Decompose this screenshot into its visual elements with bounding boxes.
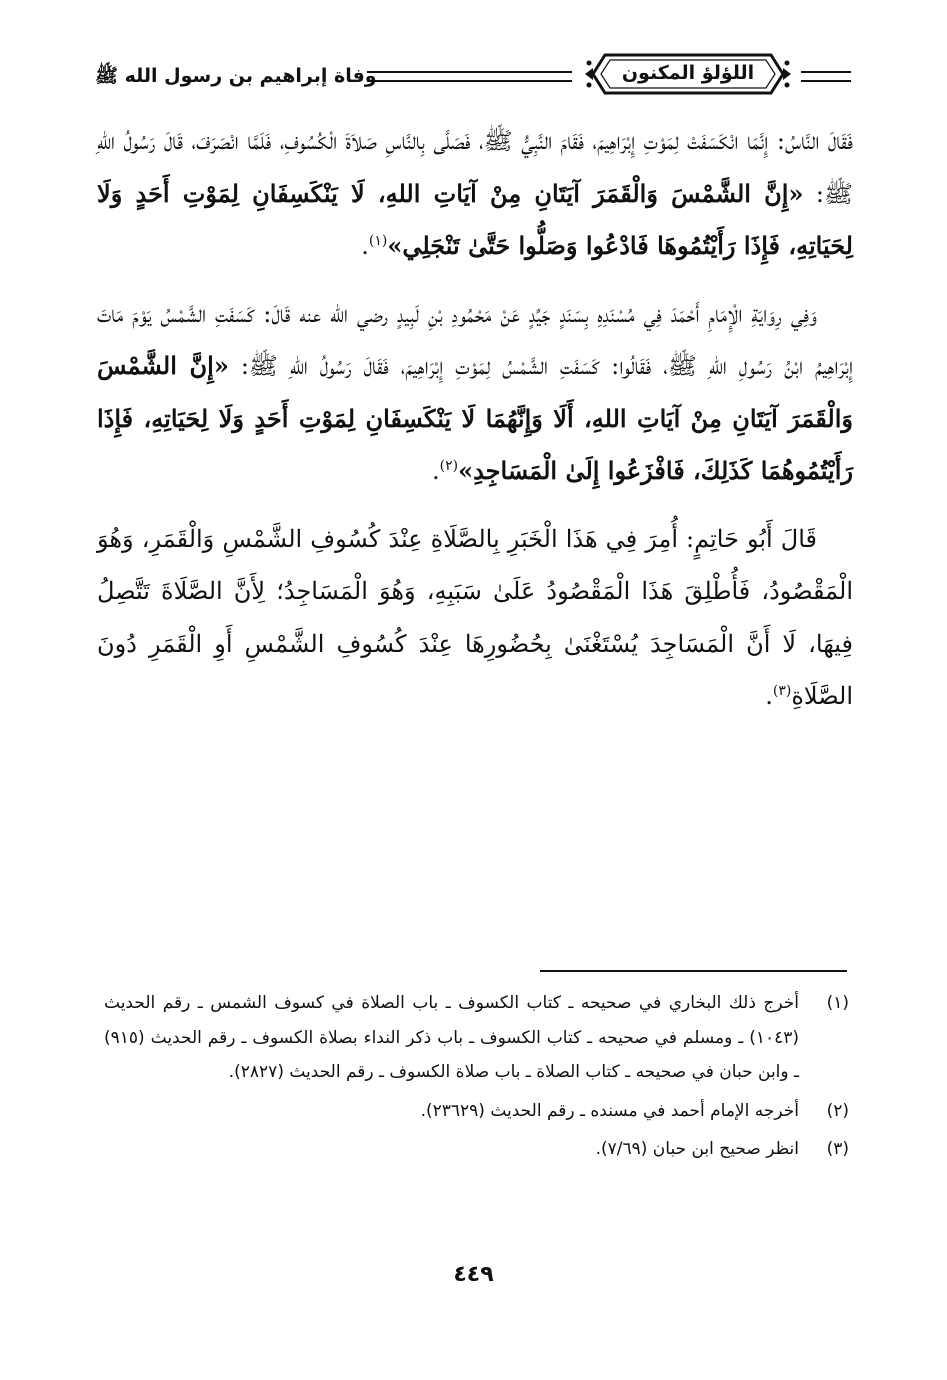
- footnote-number: (١): [826, 993, 849, 1013]
- book-title: اللؤلؤ المكنون: [621, 62, 755, 84]
- page-number: ٤٤٩: [453, 1262, 494, 1287]
- footnote-separator: [540, 970, 847, 972]
- paragraph-text: قَالَ أَبُو حَاتِمٍ: أُمِرَ فِي هَذَا الْخَبَرِ بِالصَّلَاةِ عِنْدَ كُسُوفِ الشَّمْسِ وَالْقَمَرِ، وَهُوَ الْمَقْصُودُ، فَأُطْلِقَ هَذَا الْمَقْصُودُ عَلَىٰ سَبَبِهِ، وَهُوَ الْمَسَاجِدُ؛ لِأَنَّ الصَّلَاةَ تَتَّصِلُ فِيهَا، لَا أَنَّ الْمَسَاجِدَ يُسْتَغْنَىٰ بِحُضُورِهَا عِنْدَ كُسُوفِ الشَّمْسِ أَوِ الْقَمَرِ دُونَ الصَّلَاةِ: [97, 524, 854, 710]
- paragraph-text: فَقَالَ النَّاسُ: إِنَّمَا انْكَسَفَتْ لِمَوْتِ إِبْرَاهِيمَ، فَقَامَ النَّبِيُّ ﷺ، فَصَلَّى بِالنَّاسِ صَلاَةَ الْكُسُوفِ، فَلَمَّا انْصَرَفَ، قَالَ رَسُولُ اللهِ ﷺ:: [97, 127, 853, 208]
- footnote-item: [104, 986, 849, 1090]
- hadith-quote: «إِنَّ الشَّمْسَ وَالْقَمَرَ آيَتَانِ مِنْ آيَاتِ اللهِ، لَا يَنْكَسِفَانِ لِمَوْتِ أَحَدٍ وَلَا لِحَيَاتِهِ، فَإِذَا رَأَيْتُمُوهَا فَادْعُوا وَصَلُّوا حَتَّىٰ تَنْجَلِي»: [97, 178, 853, 260]
- paragraph-2: [97, 288, 853, 498]
- footnote-number: (٢): [826, 1100, 849, 1121]
- paragraph-3: [97, 513, 853, 723]
- running-header: [95, 52, 855, 98]
- footnote-number: (٣): [826, 1139, 849, 1159]
- footnote-ref: (٢): [439, 458, 459, 474]
- footnote-text: انظر صحيح ابن حبان (٧/٦٩).: [595, 1139, 799, 1159]
- header-rule-right: [801, 71, 851, 82]
- main-text: [97, 115, 853, 723]
- footnote-text: أخرج ذلك البخاري في صحيحه ـ كتاب الكسوف ـ باب الصلاة في كسوف الشمس ـ رقم الحديث (١٠٤٣) ـ ومسلم في صحيحه ـ كتاب الكسوف ـ باب ذكر النداء بصلاة الكسوف ـ رقم الحديث (٩١٥) ـ وابن حبان في صحيحه ـ كتاب الصلاة ـ باب صلاة الكسوف ـ رقم الحديث (٢٨٢٧).: [104, 993, 799, 1082]
- chapter-title: وفاة إبراهيم بن رسول الله ﷺ: [95, 65, 377, 87]
- footnote-ref: (١): [368, 233, 388, 249]
- hadith-quote: «إِنَّ الشَّمْسَ وَالْقَمَرَ آيَتَانِ مِنْ آيَاتِ اللهِ، أَلَا وَإِنَّهُمَا لَا يَنْكَسِفَانِ لِمَوْتِ أَحَدٍ وَلَا لِحَيَاتِهِ، فَإِذَا رَأَيْتُمُوهُمَا كَذَلِكَ، فَافْزَعُوا إِلَىٰ الْمَسَاجِدِ»: [97, 351, 853, 485]
- header-rule-middle: [367, 71, 572, 82]
- paragraph-end: .: [431, 457, 440, 485]
- footnotes: [104, 986, 849, 1171]
- paragraph-1: [97, 115, 853, 273]
- footnote-item: [104, 1132, 849, 1167]
- book-title-frame: [583, 52, 793, 96]
- paragraph-end: .: [361, 232, 369, 260]
- footnote-item: [104, 1094, 849, 1129]
- paragraph-end: .: [765, 682, 773, 710]
- footnote-text: أخرجه الإمام أحمد في مسنده ـ رقم الحديث (٢٣٦٢٩).: [420, 1100, 799, 1121]
- footnote-ref: (٣): [772, 683, 792, 699]
- paragraph-text: وَفِي رِوَايَةِ الْإِمَامِ أَحْمَدَ فِي مُسْنَدِهِ بِسَنَدٍ جَيِّدٍ عَنْ مَحْمُودِ بْنِ لَبِيدٍ رضي الله عنه قَالَ: كَسَفَتِ الشَّمْسُ يَوْمَ مَاتَ إِبْرَاهِيمُ ابْنُ رَسُولِ اللهِ ﷺ، فَقَالُوا: كَسَفَتِ الشَّمْسُ لِمَوْتِ إِبْرَاهِيمَ، فَقَالَ رَسُولُ اللهِ ﷺ:: [97, 299, 854, 380]
